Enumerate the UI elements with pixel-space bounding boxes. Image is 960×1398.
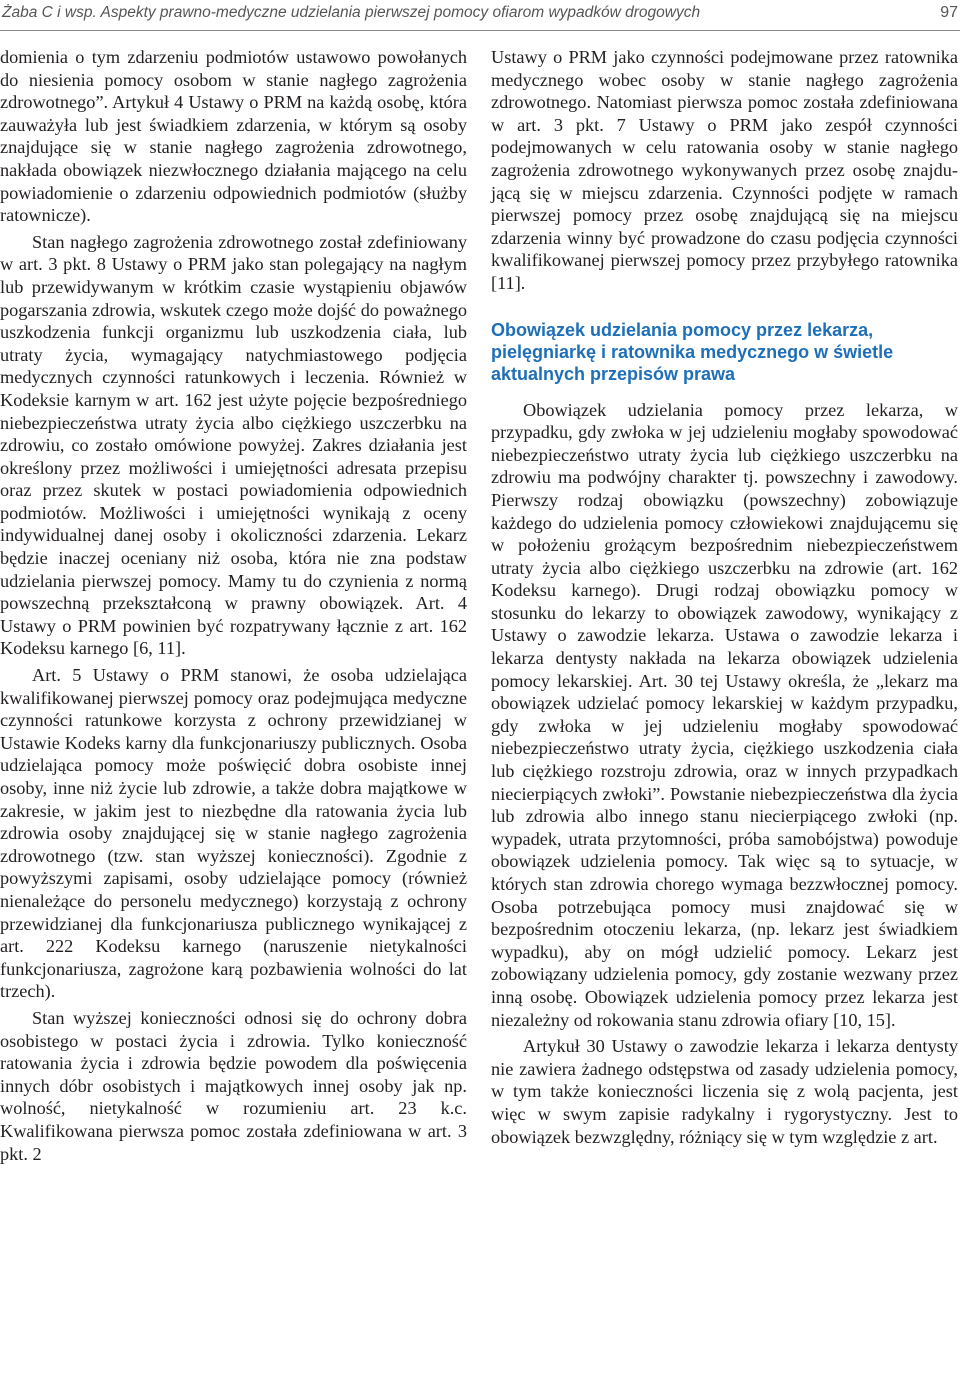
- right-column: [491, 46, 958, 1148]
- paragraph: domienia o tym zdarzeniu podmiotów ustawowo powołanych do niesienia pomocy osobom w stanie nagłego zagrożenia zdrowotnego”. Artykuł 4 Ustawy o PRM na każdą osobę, która zauważyła lub jest świadkiem zdarzenia, w którym są osoby znajdujące się w stanie nagłego zagrożenia zdrowotnego, nakłada obowiązek niezwłocznego działania mającego na celu powiadomienie o zdarzeniu odpowiednich podmiotów (służby ratownicze).: [0, 47, 467, 226]
- paragraph: Ustawy o PRM jako czynności podejmowane przez ratownika medycznego wobec osoby w stanie nagłego zagrożenia zdrowotnego. Natomiast pierwsza pomoc została zdefiniowana w art. 3 pkt. 7 Ustawy o PRM jako zespół czynności podejmowanych w celu ratowania osoby w stanie nagłego zagrożenia zdrowotnego wykonywanych przez osobę znajdującą się w miejscu zdarzenia. Czynności podjęte w ramach pierwszej pomocy przez osobę znajdującą się na miejscu zdarzenia winny być prowadzone do czasu podjęcia czynności kwalifikowanej pierwszej pomocy przez przybyłego ratownika [11].: [491, 47, 958, 293]
- paragraph: Artykuł 30 Ustawy o zawodzie lekarza i lekarza dentysty nie zawiera żadnego odstępstwa od zasady udzielenia pomocy, w tym także konieczności liczenia się z wolą pacjenta, jest więc w swym zapisie radykalny i rygorystyczny. Jest to obowiązek bezwzględny, różniący się w tym względzie z art.: [491, 1036, 958, 1147]
- section-heading: Obowiązek udzielania pomocy przez lekarza, pielęgniarkę i ratownika medycznego w świetle aktualnych przepisów prawa: [491, 319, 894, 384]
- paragraph: Stan wyższej konieczności odnosi się do ochrony dobra osobistego w postaci życia i zdrowia. Tylko konieczność ratowania życia i zdrowia będzie powodem dla poświęcenia innych dóbr osobistych i majątkowych innej osoby jak np. wolność, nietykalność w rozumieniu art. 23 k.c. Kwalifikowana pierwsza pomoc została zdefiniowana w art. 3 pkt. 2: [0, 1007, 467, 1164]
- paragraph: Obowiązek udzielania pomocy przez lekarza, w przypadku, gdy zwłoka w jej udzieleniu mogłaby spowodować niebezpieczeństwo utraty życia lub ciężkiego uszczerbku na zdrowiu ma podwójny charakter tj. powszechny i zawodowy. Pierwszy rodzaj obowiązku (powszechny) zobowiązuje każdego do udzielenia pomocy człowiekowi znajdującemu się w położeniu grożącym bezpośrednim niebezpieczeństwem utraty życia albo ciężkiego uszczerbku na zdrowie (art. 162 Kodeksu karnego). Drugi rodzaj obowiązku pomocy w stosunku do lekarzy to obowiązek zawodowy, wynikający z Ustawy o zawodzie lekarza. Ustawa o zawodzie lekarza i lekarza dentysty nakłada na lekarza obowiązek udzielenia pomocy lekarskiej. Art. 30 tej Ustawy określa, że „lekarz ma obowiązek udzielać pomocy lekarskiej w każdym przypadku, gdy zwłoka w jej udzieleniu mogłaby spowodować niebezpieczeństwo utraty życia, ciężkiego uszkodzenia ciała lub ciężkiego rozstroju zdrowia, oraz w innych przypadkach niecierpiących zwłoki”. Powstanie niebezpieczeństwa dla życia lub zdrowia albo innego stanu niecierpiącego zwłoki (np. wypadek, utrata przytomności, próba samobójstwa) powoduje obowiązek udzielenia pomocy. Tak więc są to sytuacje, w których stan zdrowia chorego wymaga bezzwłocznej pomocy. Osoba potrzebująca pomocy musi znajdować się w bezpośrednim otoczeniu lekarza, (np. lekarz jest świadkiem wypadku), aby on mógł udzielić pomocy. Lekarz jest zobowiązany udzielenia pomocy, gdy zostanie wezwany przez inną osobę. Obowiązek udzielenia pomocy przez lekarza jest niezależny od rokowania stanu zdrowia ofiary [10, 15].: [491, 399, 958, 1030]
- running-header: [2, 2, 958, 26]
- page-number: 97: [940, 4, 958, 21]
- paragraph: Art. 5 Ustawy o PRM stanowi, że osoba udzielająca kwalifikowanej pierwszej pomocy oraz podejmująca medyczne czynności ratunkowe korzysta z ochrony przewidzianej w Ustawie Kodeks karny dla funkcjonariuszy publicznych. Osoba udzielająca pomocy może poświęcić dobra osobiste innej osoby, inne niż życie lub zdrowie, a także dobra majątkowe w zakresie, w jakim jest to niezbędne dla ratowania życia lub zdrowia osoby znajdującej się w stanie nagłego zagrożenia zdrowotnego (tzw. stan wyższej konieczności). Zgodnie z powyższymi zapisami, osoby udzielające pomocy (również nienależące do personelu medycznego) korzystają z ochrony przewidzianej dla funkcjonariusza publicznego wynikającej z art. 222 Kodeksu karnego (naruszenie nietykalności funkcjonariusza, zagrożone karą pozbawienia wolności do lat trzech).: [0, 665, 467, 1002]
- left-column: [0, 46, 467, 1165]
- running-header-title: Żaba C i wsp. Aspekty prawno-medyczne udzielania pierwszej pomocy ofiarom wypadków drogowych: [2, 4, 701, 21]
- paragraph: Stan nagłego zagrożenia zdrowotnego został zdefiniowany w art. 3 pkt. 8 Ustawy o PRM jako stan polegający na nagłym lub przewidywanym w krótkim czasie wystąpieniu objawów pogarszania zdrowia, wskutek czego może dojść do poważnego uszkodzenia funkcji organizmu lub uszkodzenia ciała, lub utraty życia, wymagający natychmiastowego podjęcia medycznych czynności ratunkowych i leczenia. Również w Kodeksie karnym w art. 162 jest użyte pojęcie bezpośredniego niebezpieczeństwa utraty życia albo ciężkiego uszczerbku na zdrowiu, co zostało omówione powyżej. Zakres działania jest określony przez możliwości i umiejętności adresata przepisu oraz przez skutek w postaci powiadomienia odpowiednich podmiotów. Możliwości i umiejętności wynikają z oceny indywidualnej danej osoby i okoliczności zdarzenia. Lekarz będzie inaczej oceniany niż osoba, która nie zna podstaw udzielania pierwszej pomocy. Mamy tu do czynienia z normą powszechną przekształconą w prawny obowiązek. Art. 4 Ustawy o PRM powinien być rozpatrywany łącznie z art. 162 Kodeksu karnego [6, 11].: [0, 231, 467, 659]
- header-rule: [0, 30, 960, 31]
